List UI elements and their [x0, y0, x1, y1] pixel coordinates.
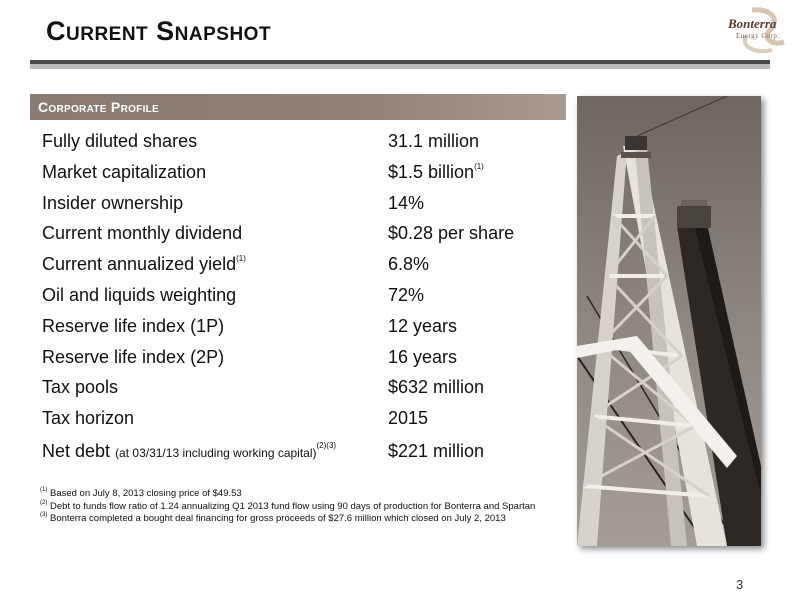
- row-value: 6.8%: [388, 254, 430, 275]
- profile-row: [42, 372, 572, 403]
- logo-subtitle: Energy Corp.: [736, 32, 780, 40]
- profile-table: [42, 126, 572, 468]
- row-label: Tax horizon: [42, 408, 135, 429]
- row-label: Insider ownership: [42, 192, 184, 213]
- row-value: 72%: [388, 284, 425, 305]
- row-value: $0.28 per share: [388, 223, 515, 244]
- section-heading: Corporate Profile: [38, 99, 160, 115]
- drilling-rig-photo: [577, 96, 761, 546]
- page-number: 3: [736, 577, 744, 592]
- drilling-rig-image: [577, 96, 761, 546]
- row-value: $632 million: [388, 377, 485, 398]
- profile-row: [42, 218, 572, 249]
- row-value: 31.1 million: [388, 131, 480, 151]
- footnote: [40, 513, 580, 526]
- row-value-text: $1.5 billion: [388, 161, 475, 182]
- profile-row: [42, 434, 572, 468]
- row-label: Fully diluted shares: [42, 131, 198, 151]
- row-label: Current monthly dividend: [42, 223, 243, 244]
- footnote-ref: (1): [236, 254, 246, 264]
- row-label: [42, 249, 246, 280]
- footnote-text: Based on July 8, 2013 closing price of $49.53: [49, 488, 242, 499]
- profile-row: [42, 311, 572, 342]
- footnote-ref: (2)(3): [316, 440, 337, 450]
- profile-row: [42, 126, 572, 157]
- profile-row: [42, 157, 572, 188]
- footnote-text: Bonterra completed a bought deal financing for gross proceeds of $27.6 million which closed on July 2, 2013: [49, 513, 506, 524]
- footnote-text: Debt to funds flow ratio of 1.24 annualizing Q1 2013 fund flow using 90 days of production for Bonterra and Spartan: [49, 500, 536, 512]
- title-divider-shadow: [30, 64, 770, 69]
- company-logo: [722, 6, 790, 56]
- row-label: Reserve life index (1P): [42, 315, 225, 336]
- profile-row: [42, 249, 572, 280]
- section-header-bar: [30, 94, 566, 120]
- footnote: [40, 488, 580, 501]
- row-value: 2015: [388, 408, 429, 429]
- row-label-text: Current annualized yield: [42, 254, 237, 275]
- profile-row: [42, 342, 572, 373]
- row-value: [388, 157, 484, 188]
- logo-name: Bonterra: [728, 16, 777, 31]
- footnote-mark: (3): [40, 512, 48, 518]
- footnote: [40, 501, 580, 514]
- slide-title: Current Snapshot: [46, 16, 272, 46]
- row-value: $221 million: [388, 440, 485, 461]
- row-value: 16 years: [388, 346, 458, 367]
- row-label-detail: (at 03/31/13 including working capital): [115, 445, 317, 460]
- row-label: Market capitalization: [42, 161, 207, 182]
- row-label-text: Net debt: [42, 440, 111, 461]
- profile-row: [42, 280, 572, 311]
- row-value: 14%: [388, 192, 425, 213]
- row-label: Reserve life index (2P): [42, 346, 225, 367]
- profile-row: [42, 403, 572, 434]
- row-label: Tax pools: [42, 377, 119, 398]
- footnotes: [40, 488, 580, 526]
- footnote-mark: (2): [40, 499, 48, 506]
- row-value: 12 years: [388, 315, 458, 336]
- row-label: [42, 434, 336, 470]
- footnote-ref: (1): [474, 161, 484, 171]
- footnote-mark: (1): [40, 487, 48, 493]
- profile-row: [42, 188, 572, 219]
- row-label: Oil and liquids weighting: [42, 284, 237, 305]
